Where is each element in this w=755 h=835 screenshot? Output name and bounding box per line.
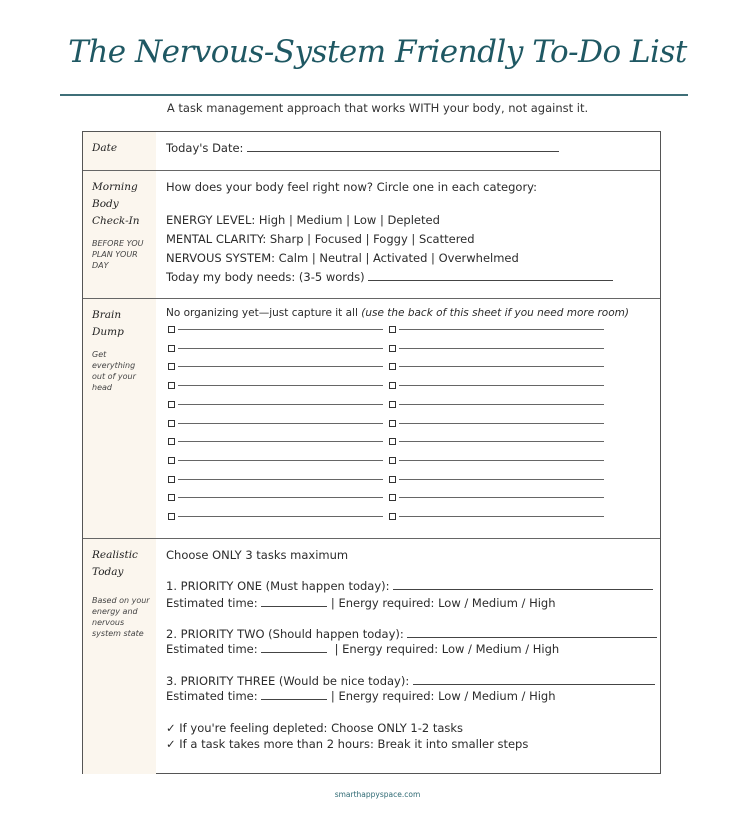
page-title: The Nervous-System Friendly To-Do List xyxy=(68,34,687,70)
priority-one-label: 1. PRIORITY ONE (Must happen today): xyxy=(166,579,390,593)
footer-url[interactable]: smarthappyspace.com xyxy=(334,790,421,799)
brain-dump-line[interactable] xyxy=(399,404,604,405)
brain-dump-item[interactable] xyxy=(168,494,383,501)
checkbox[interactable] xyxy=(389,513,396,520)
date-row xyxy=(83,132,660,171)
checkbox[interactable] xyxy=(389,401,396,408)
date-field[interactable] xyxy=(247,151,559,152)
est-field-1[interactable] xyxy=(261,606,327,607)
est-label: Estimated time: xyxy=(166,642,258,656)
brain-dump-line[interactable] xyxy=(399,516,604,517)
realistic-row xyxy=(83,539,660,774)
energy-required-2[interactable]: | Energy required: Low / Medium / High xyxy=(334,642,560,656)
checkbox[interactable] xyxy=(389,457,396,464)
est-label: Estimated time: xyxy=(166,689,258,703)
date-text: Today's Date: xyxy=(166,141,244,155)
priority-three-field[interactable] xyxy=(413,684,655,685)
priority-one-field[interactable] xyxy=(393,589,653,590)
realistic-sub: Based on your energy and nervous system state xyxy=(92,596,150,638)
brain-dump-line[interactable] xyxy=(178,348,383,349)
checkbox[interactable] xyxy=(389,326,396,333)
checkbox[interactable] xyxy=(389,494,396,501)
brain-dump-item[interactable] xyxy=(389,345,604,352)
tip-depleted: ✓ If you're feeling depleted: Choose ONLY 1-2 tasks xyxy=(166,721,464,735)
brain-dump-line[interactable] xyxy=(399,366,604,367)
brain-sub: Get everything out of your head xyxy=(92,350,136,392)
realistic-label: Realistic Today xyxy=(92,549,138,578)
brain-dump-line[interactable] xyxy=(178,516,383,517)
checkbox[interactable] xyxy=(168,382,175,389)
brain-dump-item[interactable] xyxy=(168,382,383,389)
brain-dump-line[interactable] xyxy=(178,423,383,424)
checkbox[interactable] xyxy=(389,382,396,389)
morning-sub: BEFORE YOU PLAN YOUR DAY xyxy=(92,239,144,270)
checkbox[interactable] xyxy=(168,363,175,370)
checkbox[interactable] xyxy=(168,476,175,483)
checkbox[interactable] xyxy=(168,401,175,408)
checkbox[interactable] xyxy=(389,363,396,370)
brain-dump-line[interactable] xyxy=(178,404,383,405)
morning-label: Morning Body Check-In xyxy=(92,181,140,227)
brain-dump-item[interactable] xyxy=(389,401,604,408)
brain-dump-line[interactable] xyxy=(399,497,604,498)
priority-two-label: 2. PRIORITY TWO (Should happen today): xyxy=(166,627,404,641)
checkbox[interactable] xyxy=(168,438,175,445)
subtitle: A task management approach that works WITH your body, not against it. xyxy=(166,101,589,115)
brain-dump-item[interactable] xyxy=(168,345,383,352)
est-field-2[interactable] xyxy=(261,652,327,653)
checkbox[interactable] xyxy=(168,345,175,352)
brain-dump-line[interactable] xyxy=(178,366,383,367)
brain-dump-item[interactable] xyxy=(168,420,383,427)
brain-dump-line[interactable] xyxy=(178,460,383,461)
brain-dump-item[interactable] xyxy=(389,420,604,427)
brain-dump-line[interactable] xyxy=(178,329,383,330)
brain-dump-item[interactable] xyxy=(389,438,604,445)
needs-label: Today my body needs: (3-5 words) xyxy=(166,270,365,284)
brain-dump-item[interactable] xyxy=(389,363,604,370)
brain-dump-item[interactable] xyxy=(168,438,383,445)
checkbox[interactable] xyxy=(168,420,175,427)
brain-label: Brain Dump xyxy=(92,309,124,338)
brain-dump-item[interactable] xyxy=(389,476,604,483)
mental-clarity[interactable]: MENTAL CLARITY: Sharp | Focused | Foggy | Scattered xyxy=(166,232,475,246)
brain-dump-line[interactable] xyxy=(178,441,383,442)
morning-prompt: How does your body feel right now? Circle one in each category: xyxy=(166,180,538,194)
brain-dump-item[interactable] xyxy=(389,382,604,389)
est-label: Estimated time: xyxy=(166,596,258,610)
checkbox[interactable] xyxy=(389,438,396,445)
realistic-prompt: Choose ONLY 3 tasks maximum xyxy=(166,548,349,562)
todo-table xyxy=(82,131,661,774)
brain-dump-line[interactable] xyxy=(178,497,383,498)
checkbox[interactable] xyxy=(168,326,175,333)
brain-dump-line[interactable] xyxy=(399,329,604,330)
brain-dump-line[interactable] xyxy=(178,385,383,386)
brain-prompt-note: (use the back of this sheet if you need more room) xyxy=(361,307,629,319)
brain-dump-item[interactable] xyxy=(389,494,604,501)
checkbox[interactable] xyxy=(168,494,175,501)
brain-dump-item[interactable] xyxy=(389,326,604,333)
checkbox[interactable] xyxy=(168,513,175,520)
brain-dump-item[interactable] xyxy=(168,513,383,520)
morning-row xyxy=(83,171,660,299)
brain-prompt: No organizing yet—just capture it all xyxy=(166,307,362,319)
brain-dump-item[interactable] xyxy=(168,401,383,408)
brain-dump-line[interactable] xyxy=(178,479,383,480)
needs-field[interactable] xyxy=(368,280,613,281)
nervous-system[interactable]: NERVOUS SYSTEM: Calm | Neutral | Activated | Overwhelmed xyxy=(166,251,519,265)
brain-dump-item[interactable] xyxy=(389,513,604,520)
checkbox[interactable] xyxy=(389,476,396,483)
divider xyxy=(60,94,688,96)
energy-required-3[interactable]: | Energy required: Low / Medium / High xyxy=(330,689,556,703)
energy-level[interactable]: ENERGY LEVEL: High | Medium | Low | Depleted xyxy=(166,213,440,227)
priority-three-label: 3. PRIORITY THREE (Would be nice today): xyxy=(166,674,410,688)
tip-break-tasks: ✓ If a task takes more than 2 hours: Break it into smaller steps xyxy=(166,737,529,751)
priority-two-field[interactable] xyxy=(407,637,657,638)
brain-dump-item[interactable] xyxy=(168,476,383,483)
energy-required-1[interactable]: | Energy required: Low / Medium / High xyxy=(330,596,556,610)
date-label: Date xyxy=(92,142,118,154)
brain-dump-line[interactable] xyxy=(399,385,604,386)
brain-dump-item[interactable] xyxy=(168,457,383,464)
brain-dump-row xyxy=(83,299,660,539)
brain-dump-item[interactable] xyxy=(168,326,383,333)
brain-dump-line[interactable] xyxy=(399,460,604,461)
brain-dump-line[interactable] xyxy=(399,348,604,349)
checkbox[interactable] xyxy=(389,420,396,427)
checkbox[interactable] xyxy=(168,457,175,464)
est-field-3[interactable] xyxy=(261,699,327,700)
brain-dump-line[interactable] xyxy=(399,479,604,480)
brain-dump-item[interactable] xyxy=(389,457,604,464)
brain-dump-item[interactable] xyxy=(168,363,383,370)
brain-dump-line[interactable] xyxy=(399,423,604,424)
brain-dump-line[interactable] xyxy=(399,441,604,442)
checkbox[interactable] xyxy=(389,345,396,352)
